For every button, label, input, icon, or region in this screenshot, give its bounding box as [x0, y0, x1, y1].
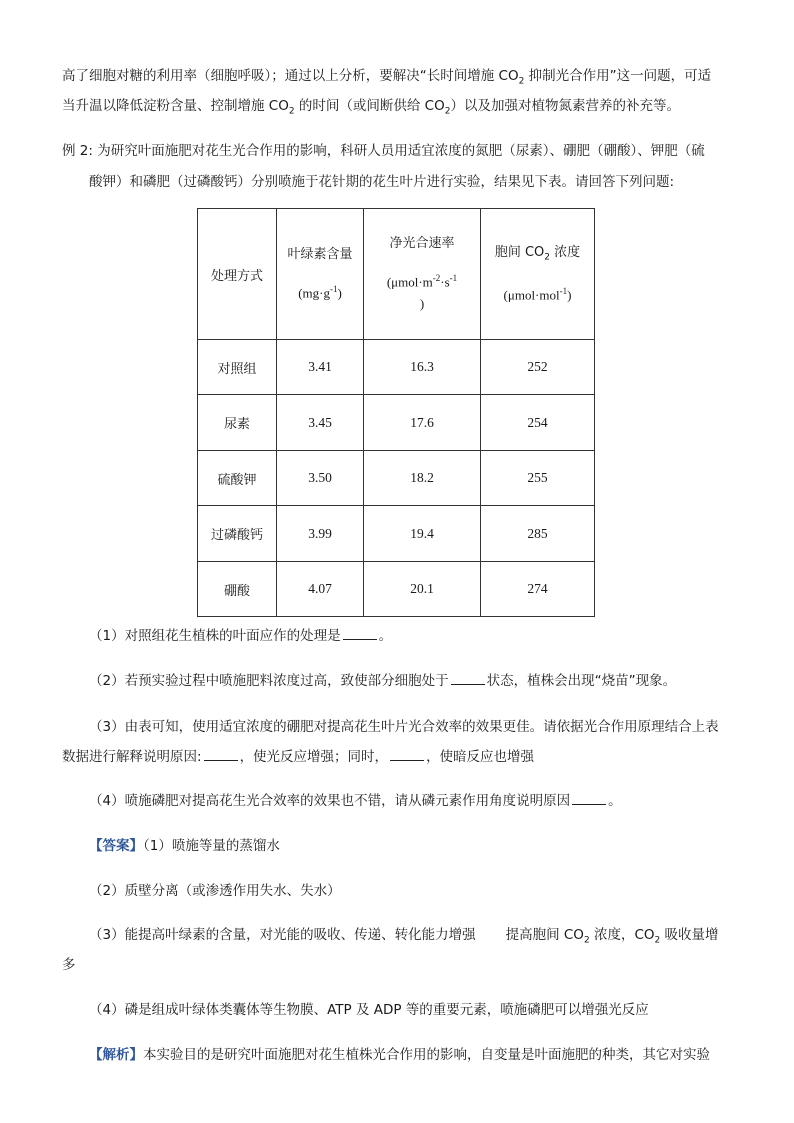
cell-treatment: 硫酸钾: [198, 451, 277, 506]
cell-co2: 254: [481, 395, 595, 451]
cell-treatment: 对照组: [198, 340, 277, 395]
cell-co2: 252: [481, 340, 595, 395]
cell-co2: 285: [481, 506, 595, 562]
header-treatment: 处理方式: [198, 209, 277, 340]
cell-net-rate: 16.3: [364, 340, 481, 395]
cell-co2: 255: [481, 451, 595, 506]
answer-4: （4）磷是组成叶绿体类囊体等生物膜、ATP 及 ADP 等的重要元素，喷施磷肥可以增强光反应: [89, 1002, 649, 1018]
example-line-2: 酸钾）和磷肥（过磷酸钙）分别喷施于花针期的花生叶片进行实验，结果见下表。请回答下列问题:: [89, 174, 675, 190]
cell-chlorophyll: 4.07: [277, 562, 364, 617]
cell-treatment: 尿素: [198, 395, 277, 451]
answer-tag: 【答案】: [89, 838, 143, 854]
question-2: （2）若预实验过程中喷施肥料浓度过高，致使部分细胞处于 状态，植株会出现“烧苗”现象。: [89, 673, 677, 689]
answer-2: （2）质壁分离（或渗透作用失水、失水）: [89, 883, 341, 899]
question-3-line-2: 数据进行解释说明原因: ，使光反应增强；同时， ，使暗反应也增强: [62, 749, 535, 765]
cell-chlorophyll: 3.50: [277, 451, 364, 506]
table-row: [198, 562, 595, 617]
example-line-1: 例 2: 为研究叶面施肥对花生光合作用的影响，科研人员用适宜浓度的氮肥（尿素）、硼肥（硼酸）、钾肥（硫: [62, 143, 705, 159]
table-header-row: [198, 209, 595, 340]
cell-treatment: 硼酸: [198, 562, 277, 617]
answer-blank: [390, 748, 424, 761]
answer-blank: [343, 627, 377, 640]
header-chlorophyll: 叶绿素含量 $(mg\cdot g^{-1})$: [277, 209, 364, 340]
intro-line-2: 当升温以降低淀粉含量、控制增施 $CO_2$ 的时间（或间断供给 $CO_2$）以及加强对植物氮素营养的补充等。: [62, 98, 680, 117]
header-intercellular-co2: 胞间 $CO_2$ 浓度 (μmol·mol$^{-1}$): [481, 209, 595, 340]
table-row: [198, 395, 595, 451]
answer-blank: [204, 748, 238, 761]
question-3-line-1: （3）由表可知，使用适宜浓度的硼肥对提高花生叶片光合效率的效果更佳。请依据光合作用原理结合上表: [89, 719, 719, 735]
analysis-tag: 【解析】: [89, 1047, 143, 1063]
cell-chlorophyll: 3.45: [277, 395, 364, 451]
answer-1: 【答案】（1）喷施等量的蒸馏水: [89, 838, 280, 854]
table-row: [198, 506, 595, 562]
cell-net-rate: 20.1: [364, 562, 481, 617]
question-1: （1）对照组花生植株的叶面应作的处理是 。: [89, 628, 393, 644]
answer-blank: [572, 792, 606, 805]
answer-blank: [451, 672, 485, 685]
cell-net-rate: 18.2: [364, 451, 481, 506]
cell-net-rate: 19.4: [364, 506, 481, 562]
answer-3-line-1: （3）能提高叶绿素的含量，对光能的吸收、传递、转化能力增强 提高胞间 $CO_2$ 浓度，$CO_2$ 吸收量增: [89, 927, 719, 946]
cell-chlorophyll: 3.99: [277, 506, 364, 562]
table-row: [198, 451, 595, 506]
cell-net-rate: 17.6: [364, 395, 481, 451]
answer-3-line-2: 多: [62, 957, 76, 973]
header-net-photosynthesis: 净光合速率 ($\mu mol\cdot m^{-2}\cdot s^{-1}$ ): [364, 209, 481, 340]
results-table: [197, 208, 595, 617]
table-row: [198, 340, 595, 395]
question-4: （4）喷施磷肥对提高花生光合效率的效果也不错，请从磷元素作用角度说明原因 。: [89, 793, 622, 809]
cell-treatment: 过磷酸钙: [198, 506, 277, 562]
cell-chlorophyll: 3.41: [277, 340, 364, 395]
intro-line-1: 高了细胞对糖的利用率（细胞呼吸）；通过以上分析，要解决“长时间增施 $CO_2$ 抑制光合作用”这一问题，可适: [62, 68, 712, 87]
cell-co2: 274: [481, 562, 595, 617]
analysis: 【解析】本实验目的是研究叶面施肥对花生植株光合作用的影响，自变量是叶面施肥的种类，其它对实验: [89, 1047, 710, 1063]
